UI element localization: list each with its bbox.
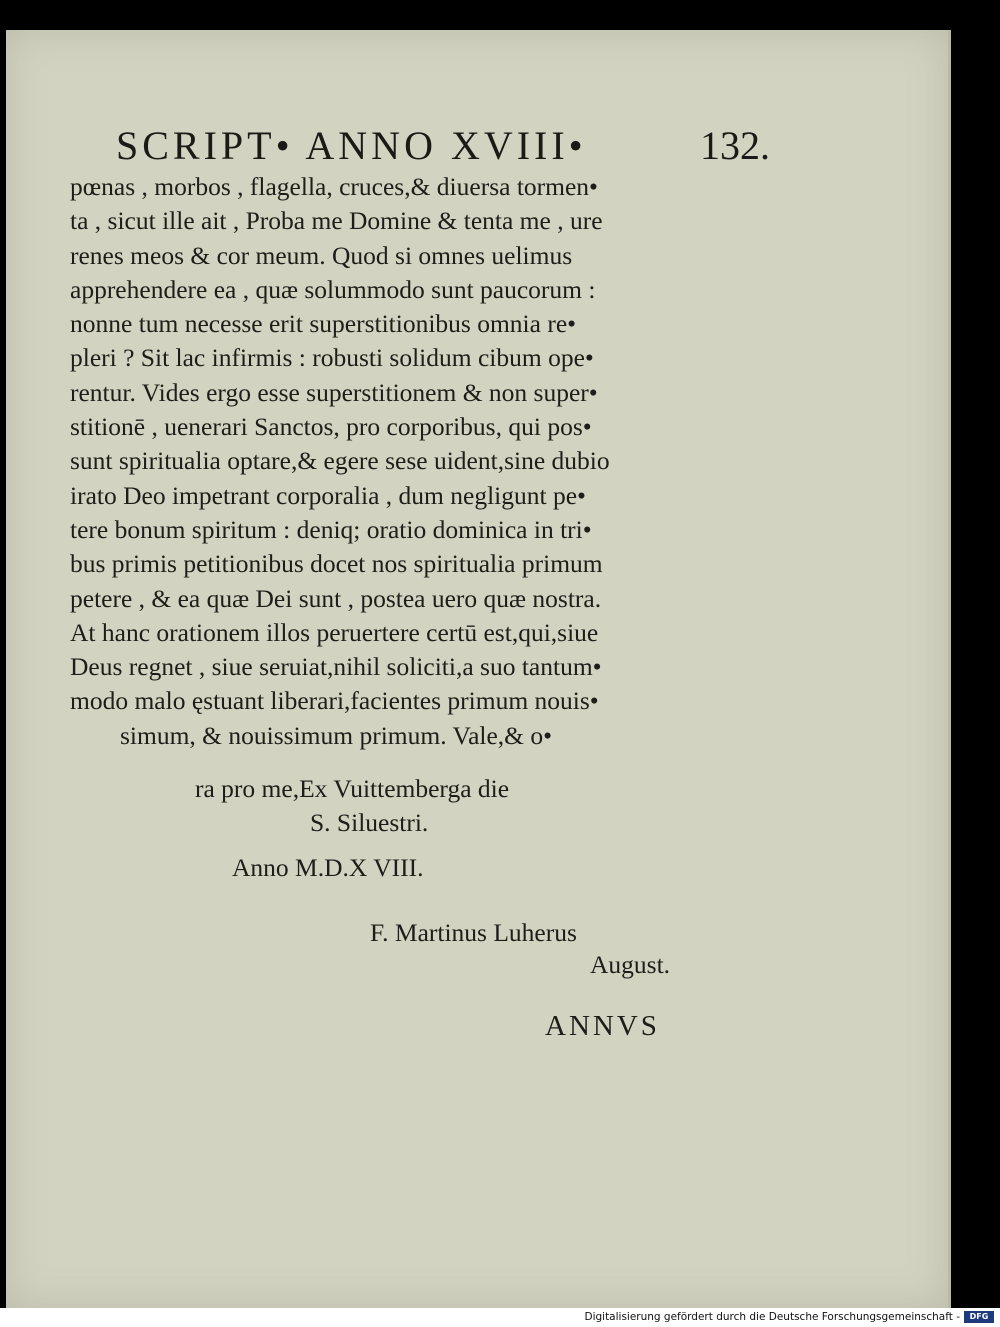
- text-line: At hanc orationem illos peruertere certū est,qui,siue: [70, 617, 599, 647]
- text-line: renes meos & cor meum. Quod si omnes uelimus: [70, 240, 573, 270]
- body-text: [70, 170, 710, 753]
- text-line: rentur. Vides ergo esse superstitionem & non super•: [70, 377, 598, 407]
- signature-name: F. Martinus Luherus: [370, 918, 577, 947]
- text-line: Deus regnet , siue seruiat,nihil soliciti,a suo tantum•: [70, 652, 602, 682]
- text-line: tere bonum spiritum : deniq; oratio dominica in tri•: [70, 514, 592, 544]
- catchword: ANNVS: [545, 1010, 660, 1042]
- footer-bar: [0, 1308, 1000, 1327]
- text-line: nonne tum necesse erit superstitionibus omnia re•: [70, 309, 577, 339]
- closing-line: ra pro me,Ex Vuittemberga die: [195, 774, 510, 803]
- signature-title: August.: [590, 950, 671, 979]
- text-line: irato Deo impetrant corporalia , dum negligunt pe•: [70, 480, 586, 510]
- text-line: modo malo ęstuant liberari,facientes primum nouis•: [70, 686, 599, 716]
- text-line: pœnas , morbos , flagella, cruces,& diuersa tormen•: [70, 172, 598, 201]
- text-line: petere , & ea quæ Dei sunt , postea uero quæ nostra.: [70, 583, 602, 613]
- text-line: pleri ? Sit lac infirmis : robusti solidum cibum ope•: [70, 343, 594, 373]
- running-head: [116, 122, 776, 169]
- text-line: simum, & nouissimum primum. Vale,& o•: [120, 720, 553, 750]
- running-head-title: SCRIPT• ANNO XVIII•: [116, 123, 587, 168]
- text-line: sunt spiritualia optare,& egere sese uident,sine dubio: [70, 446, 610, 476]
- date-line: Anno M.D.X VIII.: [232, 853, 424, 882]
- text-line: ta , sicut ille ait , Proba me Domine & tenta me , ure: [70, 206, 603, 236]
- text-line: stitionē , uenerari Sanctos, pro corporibus, qui pos•: [70, 412, 592, 442]
- text-line: apprehendere ea , quæ solummodo sunt paucorum :: [70, 274, 596, 304]
- dfg-logo: DFG: [964, 1311, 994, 1323]
- footer-credit: Digitalisierung gefördert durch die Deutsche Forschungsgemeinschaft -: [584, 1311, 960, 1323]
- text-line: bus primis petitionibus docet nos spiritualia primum: [70, 549, 603, 579]
- page-number: 132.: [700, 123, 770, 168]
- closing-line: S. Siluestri.: [310, 808, 429, 837]
